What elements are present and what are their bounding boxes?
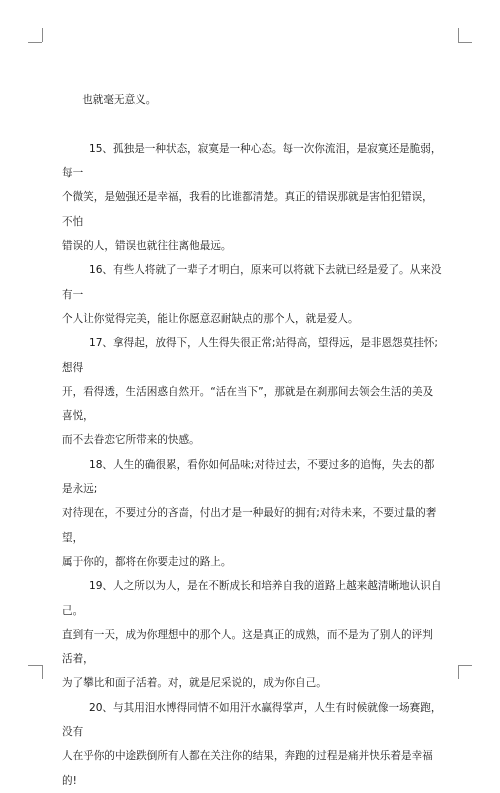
paragraph-item-16 — [62, 258, 442, 331]
paragraph-continuation — [62, 64, 442, 137]
text-line: 人在乎你的中途跌倒所有人都在关注你的结果，奔跑的过程是痛并快乐着是幸福的! — [62, 750, 433, 787]
document-body — [62, 64, 442, 793]
text-line: 属于你的，都将在你要走过的路上。 — [62, 555, 232, 568]
text-line: 而不去眷恋它所带来的快感。 — [62, 434, 200, 447]
text-line: 开，看得透，生活困惑自然开。“活在当下”，那就是在刹那间去领会生活的美及喜悦， — [62, 385, 434, 423]
text-line: 个微笑，是勉强还是幸福，我看的比谁都清楚。真正的错误那就是害怕犯错误，不怕 — [62, 191, 433, 228]
text-line: 个人让你觉得完美，能让你愿意忍耐缺点的那个人，就是爱人。 — [62, 312, 359, 325]
crop-mark-top-right-vertical — [458, 28, 459, 42]
text-line: 18、人生的确很累，看你如何品味;对待过去，不要过多的追悔，失去的都是永远; — [62, 458, 435, 496]
text-line: 也就毫无意义。 — [82, 94, 157, 107]
text-line: 19、人之所以为人，是在不断成长和培养自我的道路上越来越清晰地认识自己。 — [62, 580, 442, 617]
text-line: 错误的人，错误也就往往离他最远。 — [62, 240, 232, 253]
paragraph-item-17 — [62, 331, 442, 452]
crop-mark-top-right-horizontal — [458, 42, 472, 43]
crop-mark-bottom-right-horizontal — [458, 665, 472, 666]
paragraph-item-18 — [62, 453, 442, 574]
text-line: 对待现在，不要过分的吝啬，付出才是一种最好的拥有;对待未来，不要过量的奢望， — [62, 507, 437, 544]
text-line: 16、有些人将就了一辈子才明白，原来可以将就下去就已经是爱了。从来没有一 — [62, 264, 442, 301]
text-line: 直到有一天，成为你理想中的那个人。这是真正的成熟，而不是为了别人的评判活着， — [62, 628, 433, 666]
text-line: 20、与其用泪水博得同情不如用汗水赢得掌声，人生有时候就像一场赛跑，没有 — [62, 701, 442, 739]
text-line: 17、拿得起，放得下，人生得失很正常;站得高，望得远，是非恩怨莫挂怀;想得 — [62, 337, 438, 374]
crop-mark-top-left-vertical — [42, 28, 43, 42]
crop-mark-bottom-left-horizontal — [28, 665, 42, 666]
crop-mark-bottom-left-vertical — [42, 665, 43, 679]
text-line: 15、孤独是一种状态，寂寞是一种心态。每一次你流泪，是寂寞还是脆弱，每一 — [62, 142, 442, 180]
paragraph-item-19 — [62, 574, 442, 695]
crop-mark-top-left-horizontal — [28, 42, 42, 43]
paragraph-item-15 — [62, 137, 442, 258]
crop-mark-bottom-right-vertical — [458, 665, 459, 679]
text-line: 为了攀比和面子活着。对，就是尼采说的，成为你自己。 — [62, 677, 327, 690]
paragraph-item-20 — [62, 696, 442, 793]
